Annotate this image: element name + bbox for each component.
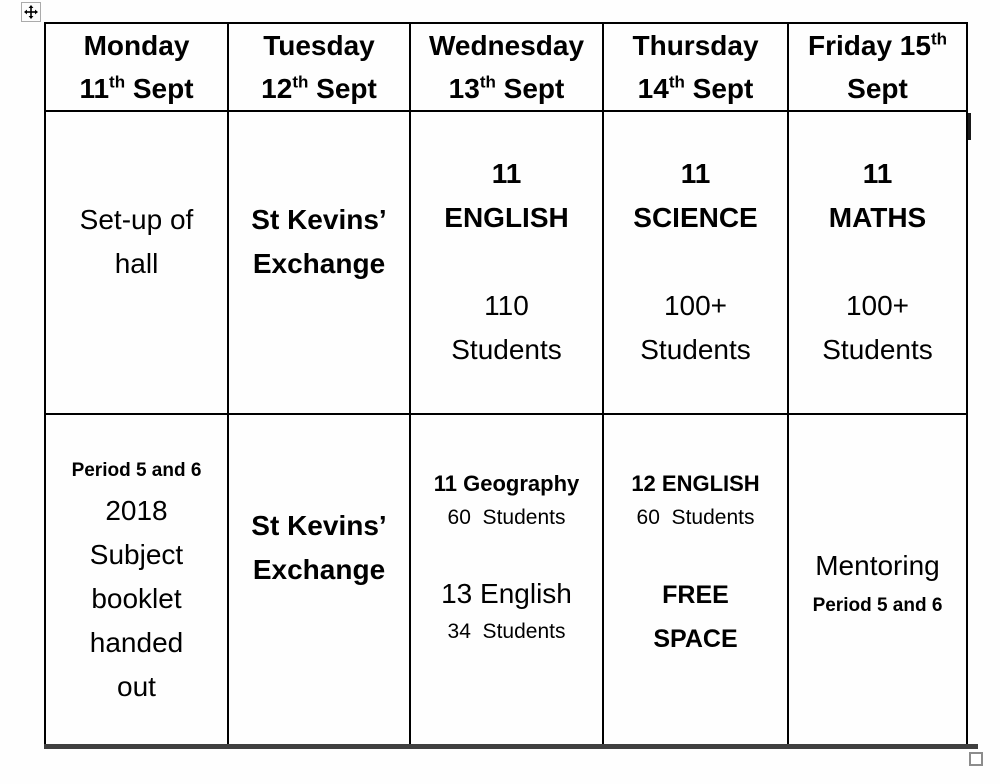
cell-line: ENGLISH: [444, 202, 569, 234]
table-bottom-border-shadow: [44, 744, 978, 749]
cell-thursday-row2[interactable]: [603, 414, 788, 747]
header-day: Tuesday: [263, 30, 375, 61]
header-date: 13th Sept: [448, 72, 565, 104]
text-caret: [968, 113, 971, 140]
cell-line: 100+: [845, 290, 910, 322]
cell-line: Students: [822, 334, 933, 366]
header-cell-monday[interactable]: [45, 23, 228, 111]
cell-line: 60 Students: [636, 505, 755, 529]
cell-wednesday-row2[interactable]: [410, 414, 603, 747]
header-day: Monday: [83, 30, 190, 61]
cell-line: booklet: [91, 582, 182, 614]
cell-line: 11: [862, 158, 893, 190]
cell-line: FREE: [662, 580, 729, 609]
cell-line: St Kevins’: [251, 204, 387, 236]
table-move-handle[interactable]: [21, 2, 41, 22]
header-day: Friday 15th: [808, 29, 947, 61]
schedule-table: [44, 22, 966, 748]
cell-line: 2018: [105, 494, 168, 526]
cell-line: Students: [640, 334, 751, 366]
ordinal-superscript: th: [668, 72, 685, 92]
header-day: Thursday: [632, 30, 759, 61]
header-cell-tuesday[interactable]: [228, 23, 410, 111]
cell-wednesday-row1[interactable]: [410, 111, 603, 414]
cell-friday-row1[interactable]: [788, 111, 967, 414]
header-day: Wednesday: [428, 30, 585, 61]
cell-line: Exchange: [252, 248, 386, 280]
ordinal-superscript: th: [930, 29, 947, 49]
cell-thursday-row1[interactable]: [603, 111, 788, 414]
cell-line: SCIENCE: [633, 202, 758, 234]
cell-line: out: [117, 670, 156, 702]
cell-line: Set-up of: [79, 204, 194, 236]
cell-line: SPACE: [653, 624, 738, 653]
cell-line: 11: [491, 158, 522, 190]
cell-line: MATHS: [828, 202, 927, 234]
cell-line: Exchange: [252, 554, 386, 586]
header-date: 11th Sept: [79, 72, 194, 104]
header-cell-wednesday[interactable]: [410, 23, 603, 111]
move-table-icon: [24, 5, 38, 19]
ordinal-superscript: th: [479, 72, 496, 92]
cell-line: 34 Students: [447, 619, 566, 643]
cell-line: 110: [484, 290, 529, 322]
cell-tuesday-row2[interactable]: [228, 414, 410, 747]
header-cell-thursday[interactable]: [603, 23, 788, 111]
cell-line: St Kevins’: [251, 510, 387, 542]
cell-line: Period 5 and 6: [71, 459, 202, 481]
cell-line: 11: [680, 158, 711, 190]
cell-line: Subject: [89, 538, 184, 570]
cell-line: 11 Geography: [433, 470, 580, 496]
cell-line: 100+: [663, 290, 728, 322]
cell-line: 13 English: [441, 577, 572, 609]
cell-monday-row2[interactable]: [45, 414, 228, 747]
header-date: Sept: [847, 73, 908, 104]
header-date: 12th Sept: [261, 72, 377, 104]
cell-line: hall: [114, 248, 159, 280]
ordinal-superscript: th: [292, 72, 309, 92]
cell-line: Mentoring: [815, 549, 940, 581]
ordinal-superscript: th: [109, 72, 126, 92]
cell-line: handed: [89, 626, 184, 658]
cell-monday-row1[interactable]: [45, 111, 228, 414]
header-date: 14th Sept: [637, 72, 754, 104]
table-resize-handle[interactable]: [969, 752, 983, 766]
cell-friday-row2[interactable]: [788, 414, 967, 747]
header-cell-friday[interactable]: [788, 23, 967, 111]
cell-line: 60 Students: [447, 505, 566, 529]
cell-line: Students: [451, 334, 562, 366]
cell-line: 12 ENGLISH: [631, 470, 760, 496]
cell-line: Period 5 and 6: [812, 594, 943, 616]
cell-tuesday-row1[interactable]: [228, 111, 410, 414]
